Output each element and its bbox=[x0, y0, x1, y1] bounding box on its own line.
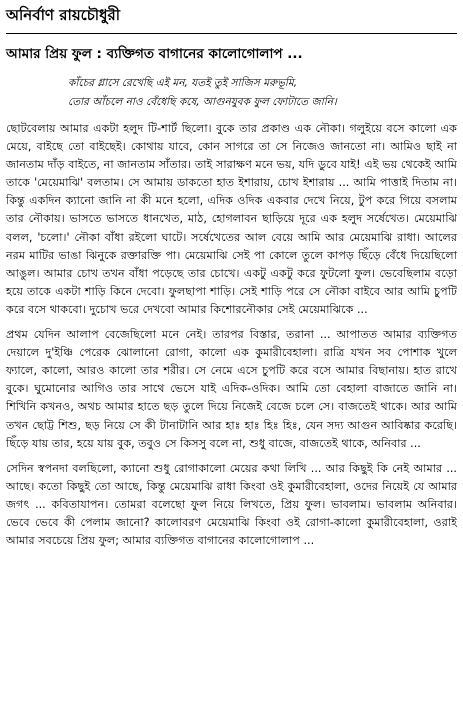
author-name: অনির্বাণ রায়চৌধুরী bbox=[6, 4, 457, 34]
paragraph: প্রথম যেদিন আলাপ বেজেছিলো মনে নেই। তারপর বিস্তার, তরানা ... আপাতত আমার ব্যক্তিগত দেয়ালে দু'ইঞ্চি পেরেক ঝোলানো রোগা, কালো এক কুমারীবেহালা। রাত্রি যখন সব পোশাক খুলে ফ্যালে, কালো, আরও কালো তার শরীর। সে নেমে এসে চুপটি করে বসে আমার বিছানায়। হাত রাখে বুকে। ঘুমোনোর আগিও তার সাথে ভেসে যাই এদিক-ওদিক। আমি তো বেহালা বাজাতে জানি না। শিখিনি কখনও, অথচ আমার হাতে ছড় তুলে দিয়ে নিজেই বেজে চলে সে। বাজতেই থাকে। আর আমি তখন ছোট্ট শিশু, ছড় নিয়ে সে কী টানাটানি আর হাঃ হাঃ হিঃ হিঃ, যেন সদ্য আগুন আবিষ্কার করেছি। ছিঁড়ে যায় তার, হয়ে যায় বুক, তবুও সে কিসসু বলে না, শুধু বাজে, বাজতেই থাকে, অনিবার ... bbox=[6, 328, 457, 450]
paragraph: ছোটবেলায় আমার একটা হলুদ টি-শার্ট ছিলো। বুকে তার প্রকাণ্ড এক নৌকা। গলুইয়ে বসে কালো এক মেয়ে, বাইছে তো বাইছেই। কোথায় যাবে, কোন সাগরে তা সে নিজেও জানতো না। আমিও ছাই না জানতাম দাঁড় বাইতে, না জানতাম সাঁতার। তাই সারাক্ষণ মনে ভয়, যদি ডুবে যাই! এই ভয় থেকেই আমি তাকে 'মেয়েমাঝি' বলতাম। সে আমায় ডাকতো হাত ইশারায়, চোখ ইশারায় ... আমি পাত্তাই দিতাম না। কিন্তু একদিন ক্যানো জানি না কী মনে হলো, এদিক ওদিক একবার দেখে নিয়ে, টুপ করে গিয়ে বসলাম তার নৌকায়। ভাসতে ভাসতে ধানখেত, মাঠ, হোগলাবন ছাড়িয়ে দূরে এক হলুদ সর্ষেখেত। মেয়েমাঝি বলল, 'চলো।' নৌকা বাঁধা রইলো ঘাটে। সর্ষেখেতের আল বেয়ে আমি আর মেয়েমাঝি রাধা। আলের নরম মাটির ভাঙা ঝিনুকে রক্তারক্তি পা। মেয়েমাঝি সেই পা কোলে তুলে কাপড় ছিঁড়ে বেঁধে দিয়েছিলো আঙুল। আমার চোখ তখন বাঁধা পড়েছে তার চোখে। একটু একটু করে ফুটলো ফুল। ভেবেছিলাম বড়ো হয়ে তাকে একটা শাড়ি কিনে দেবো। ফুলছাপা শাড়ি। সেই শাড়ি পরে সে নৌকা বাইবে আর আমি চুপটি করে বসে থাকবো। দুচোখ ভরে দেখবো আমার কিশোরনৌকার সেই মেয়েমাঝিকে ... bbox=[6, 122, 457, 316]
article-title: আমার প্রিয় ফুল : ব্যক্তিগত বাগানের কালোগোলাপ ... bbox=[6, 46, 303, 62]
paragraph: সেদিন স্বপনদা বলছিলো, ক্যানো শুধু রোগাকালো মেয়ের কথা লিখি ... আর কিছুই কি নেই আমার ... আছে। কতো কিছুই তো আছে, কিন্তু মেয়েমাঝি রাধা কিংবা ওই কুমারীবেহালা, ওদের নিয়েই যে আমার জগৎ ... কবিতাযাপন। তোমরা বলেছো ফুল নিয়ে লিখতে, প্রিয় ফুল। ভাবলাম। ভাবলাম অনিবার। ভেবে ভেবে কী পেলাম জানো? কালোবরণ মেয়েমাঝি কিংবা ওই রোগা-কালো কুমারীবেহালা, ওরাই আমার সবচেয়ে প্রিয় ফুল; আমার ব্যক্তিগত বাগানের কালোগোলাপ ... bbox=[6, 461, 457, 548]
poem-line: তোর আঁচলে নাও বেঁধেছি কষে, আগুনযুবক ফুল ফোটাতে জানি। bbox=[68, 96, 337, 108]
epigraph-poem bbox=[68, 74, 457, 112]
poem-line: কাঁচের গ্লাসে রেখেছি এই মন, যতই তুই সাজিস মরুভূমি, bbox=[68, 77, 298, 89]
